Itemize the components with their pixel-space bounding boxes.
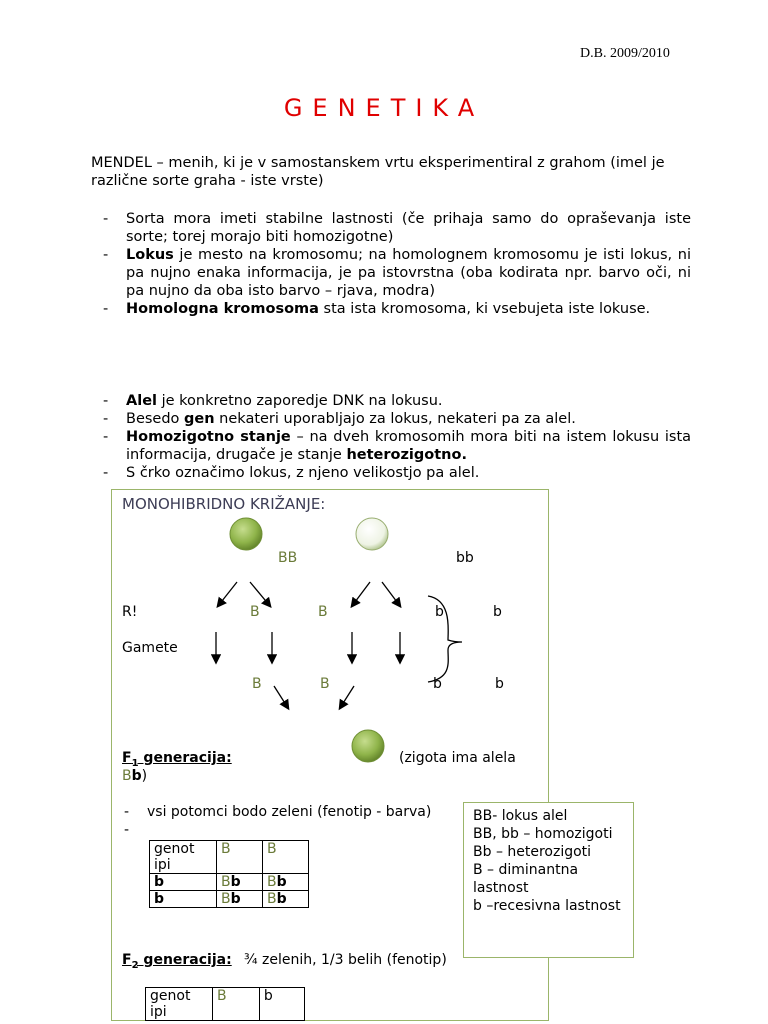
term-lokus: Lokus [126, 247, 174, 263]
list-item [91, 210, 691, 246]
page-title: GENETIKA [283, 94, 485, 122]
list-item-text: Besedo [126, 411, 185, 427]
list-item [91, 464, 691, 482]
legend-line: BB- lokus alel [473, 808, 568, 824]
list-item [91, 246, 691, 300]
term-heterozigotno: heterozigotno. [346, 447, 467, 463]
f1-pea-icon [352, 730, 384, 762]
table-cell: b [150, 891, 217, 908]
term-homozigotno: Homozigotno stanje [126, 429, 291, 445]
f2-punnett-table [145, 987, 305, 1021]
term-homologna: Homologna kromosoma [126, 301, 319, 317]
allele-b: b [495, 676, 504, 692]
table-cell: Bb [217, 874, 263, 891]
bullet-dash: - [124, 804, 130, 820]
legend-line: B – diminantna lastnost [473, 862, 579, 896]
table-header-cell: b [259, 988, 304, 1021]
legend-line: BB, bb – homozigoti [473, 826, 613, 842]
bullet-dash: - [124, 822, 130, 838]
table-header-cell: B [263, 841, 309, 874]
table-cell: b [150, 874, 217, 891]
legend-line: b –recesivna lastnost [473, 898, 621, 914]
f2-label: $F_2$ generacija: [122, 952, 232, 971]
table-cell: Bb [217, 891, 263, 908]
list-item-text: S črko označimo lokus, z njeno velikostjo pa alel. [126, 465, 480, 481]
legend-line: Bb – heterozigoti [473, 844, 592, 860]
list-item-text: nekateri uporabljajo za lokus, nekateri pa za alel. [214, 411, 576, 427]
definitions-list-2 [91, 392, 691, 482]
list-item [91, 428, 691, 464]
list-item [91, 392, 691, 410]
genotype-BB: BB [278, 550, 298, 566]
list-item-text: je mesto na kromosomu; na homolognem kromosomu je isti lokus, ni pa nujno enaka informacija, je pa istovrstna (oba kodirata npr. barvo oči, ni pa nujno da oba isto barvo – rjava, modra) [126, 247, 691, 299]
table-header-cell: genot ipi [146, 988, 213, 1021]
table-cell: Bb [263, 891, 309, 908]
allele-b: b [435, 604, 444, 620]
table-header-cell: genot ipi [150, 841, 217, 874]
list-item-text: sta ista kromosoma, ki vsebujeta iste lokuse. [318, 301, 651, 317]
f1-genotype [122, 768, 147, 784]
f1-label: $F_1$ generacija: [122, 750, 232, 769]
legend-box [463, 802, 634, 958]
paren: ) [141, 768, 148, 784]
f1-bullet: vsi potomci bodo zeleni (fenotip - barva) [147, 804, 432, 820]
white-pea-icon [356, 518, 388, 550]
list-item [91, 410, 691, 428]
f2-text: ¾ zelenih, 1/3 belih (fenotip) [244, 952, 447, 968]
allele-b: b [131, 768, 142, 784]
f1-note: (zigota ima alela [399, 750, 516, 766]
f1-punnett-table [149, 840, 309, 908]
allele-B: B [318, 604, 328, 620]
green-pea-icon [230, 518, 262, 550]
allele-B: B [252, 676, 262, 692]
allele-B: B [122, 768, 132, 784]
list-item [91, 300, 691, 318]
allele-b: b [433, 676, 442, 692]
table-header-cell: B [217, 841, 263, 874]
table-header-cell: B [213, 988, 260, 1021]
table-row [150, 891, 309, 908]
box-heading: MONOHIBRIDNO KRIŽANJE: [122, 495, 326, 513]
list-item-text: Sorta mora imeti stabilne lastnosti (če prihaja samo do opraševanja iste sorte; torej morajo biti homozigotne) [126, 211, 691, 245]
gamete-label: Gamete [122, 640, 178, 656]
intro-paragraph: MENDEL – menih, ki je v samostanskem vrtu eksperimentiral z grahom (imel je različne sorte graha - iste vrste) [91, 155, 665, 189]
term-alel: Alel [126, 393, 157, 409]
table-row [146, 988, 305, 1021]
genotype-bb: bb [456, 550, 474, 566]
table-row [150, 841, 309, 874]
list-item-text: je konkretno zaporedje DNK na lokusu. [157, 393, 443, 409]
table-row [150, 874, 309, 891]
term-gen: gen [184, 411, 215, 427]
r-label: R! [122, 604, 138, 620]
definitions-list-1 [91, 210, 691, 318]
allele-B: B [250, 604, 260, 620]
allele-b: b [493, 604, 502, 620]
list-item-text: – na dveh kromosomih mora biti na istem lokusu ista informacija, drugače je stanje [126, 429, 692, 463]
author-year: D.B. 2009/2010 [580, 46, 670, 61]
allele-B: B [320, 676, 330, 692]
table-cell: Bb [263, 874, 309, 891]
